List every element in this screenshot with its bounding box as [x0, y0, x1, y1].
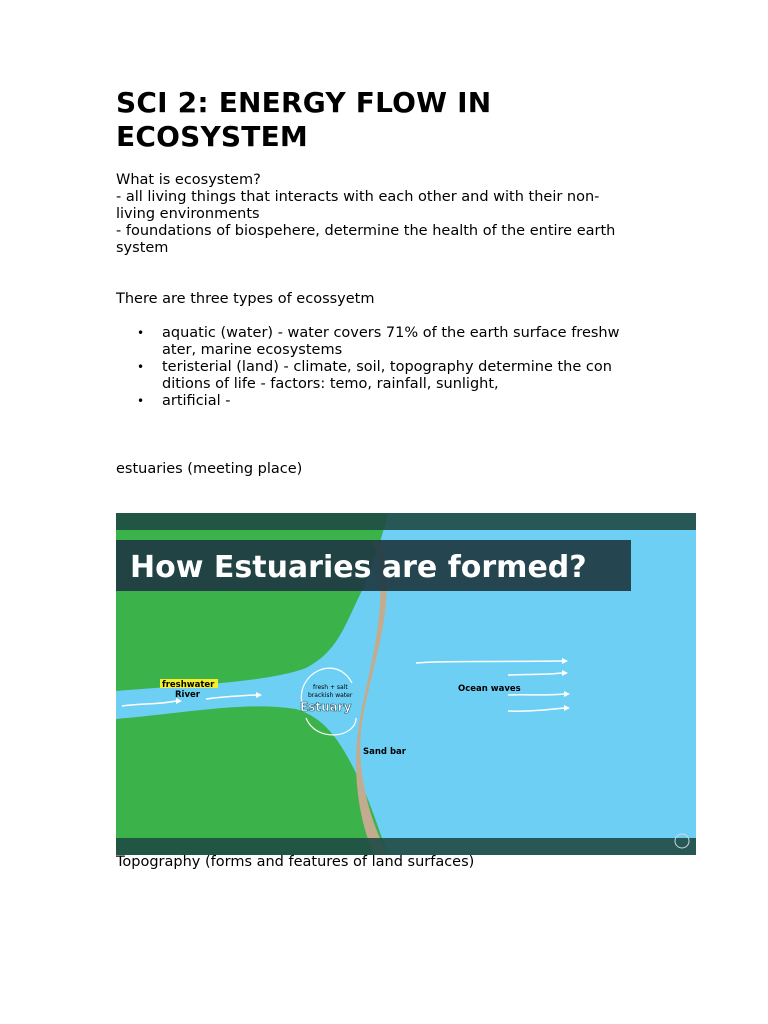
river-label: River: [175, 690, 200, 700]
page-title: [116, 86, 656, 154]
list-item: [116, 325, 676, 359]
list-item-line: aquatic (water) - water covers 71% of the earth surface freshw: [162, 325, 620, 341]
list-item-line: ditions of life - factors: temo, rainfall, sunlight,: [162, 376, 499, 392]
intro-point-2a: - foundations of biospehere, determine the health of the entire earth: [116, 223, 616, 239]
estuary-label: Estuary: [300, 700, 352, 714]
estuaries-label-text: estuaries (meeting place): [116, 461, 303, 477]
list-item: [116, 359, 676, 393]
topography-caption: [116, 854, 474, 871]
types-heading: [116, 291, 375, 308]
bullet-icon: •: [137, 394, 145, 408]
mix-label-2: brackish water: [308, 692, 353, 699]
bullet-icon: •: [137, 360, 145, 374]
top-strip: [116, 513, 696, 530]
types-heading-text: There are three types of ecossyetm: [116, 291, 375, 307]
ecosystem-type-list: [116, 325, 676, 410]
intro-question: What is ecosystem?: [116, 172, 261, 188]
list-item: [116, 393, 676, 410]
intro-point-2b: system: [116, 240, 169, 256]
banner-title: How Estuaries are formed?: [130, 550, 587, 585]
list-item-line: teristerial (land) - climate, soil, topography determine the con: [162, 359, 612, 375]
estuaries-label: [116, 461, 302, 478]
title-line-1: SCI 2: ENERGY FLOW IN: [116, 86, 492, 119]
bullet-icon: •: [137, 326, 145, 340]
mix-label-1: fresh + salt: [313, 684, 348, 691]
list-item-line: ater, marine ecosystems: [162, 342, 343, 358]
intro-point-1b: living environments: [116, 206, 260, 222]
bottom-strip: [116, 838, 696, 855]
intro-paragraph: [116, 172, 615, 257]
freshwater-label: freshwater: [162, 680, 215, 690]
list-item-line: artificial -: [162, 393, 231, 409]
caption-text: Topography (forms and features of land surfaces): [116, 854, 475, 870]
intro-point-1a: - all living things that interacts with each other and with their non-: [116, 189, 600, 205]
ocean-waves-label: Ocean waves: [458, 684, 521, 694]
title-line-2: ECOSYSTEM: [116, 120, 308, 153]
estuary-diagram: [116, 513, 696, 855]
sand-bar-label: Sand bar: [363, 747, 406, 757]
